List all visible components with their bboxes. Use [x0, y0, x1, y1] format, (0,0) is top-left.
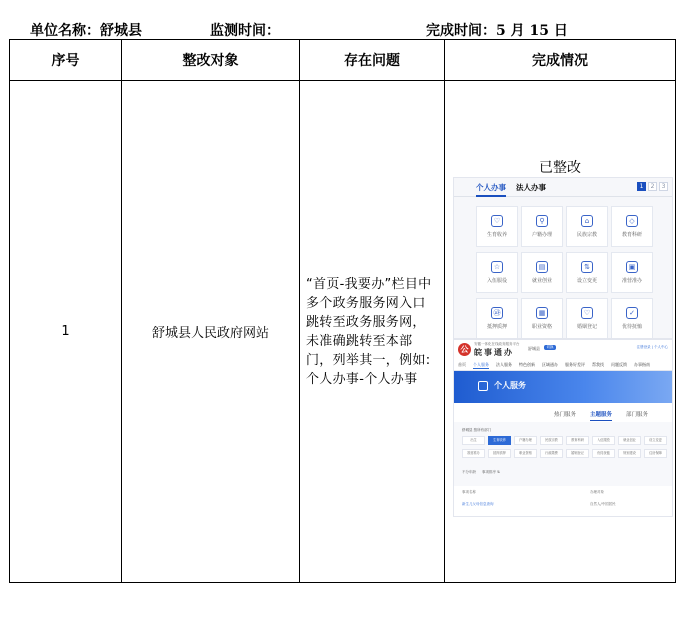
service-label: 民族宗教: [576, 232, 597, 238]
service-label: 抵押质押: [486, 324, 507, 330]
service-banner: [454, 371, 672, 403]
status-label: 已整改: [539, 160, 581, 176]
logo-icon: 公: [458, 343, 471, 356]
tab-legal: 法人办事: [516, 183, 546, 192]
theme-chips: [462, 436, 668, 458]
shot1-pager: [637, 182, 668, 191]
service-grid: [476, 206, 652, 339]
shot2-body: [454, 422, 672, 516]
col-header-status: 完成情况: [445, 40, 676, 81]
filter-line: 舒城县 按所有部门: [462, 428, 492, 432]
nav-item[interactable]: 办事指南: [634, 362, 650, 367]
theme-chip[interactable]: 住房保障: [644, 449, 667, 458]
service-label: 准营准办: [621, 278, 642, 284]
nav-item[interactable]: 问题反馈: [611, 362, 627, 367]
sort-option[interactable]: 不分年龄: [462, 470, 476, 474]
theme-chip[interactable]: 抵押质押: [488, 449, 511, 458]
result-item-name: 新生儿父母信息查询: [462, 502, 494, 506]
service-label: 入伍服役: [486, 278, 507, 284]
service-icon: ⚲: [536, 215, 548, 227]
col-header-target: 整改对象: [122, 40, 300, 81]
cell-index: 1: [10, 81, 122, 583]
banner-title: 个人服务: [494, 381, 526, 390]
theme-chip[interactable]: 行政缴费: [540, 449, 563, 458]
theme-chip[interactable]: 优待抚恤: [592, 449, 615, 458]
service-icon: ♡: [581, 307, 593, 319]
cell-target: 舒城县人民政府网站: [122, 81, 300, 583]
table-header-row: [10, 40, 676, 81]
service-icon: ▣: [626, 261, 638, 273]
tab-personal: 个人办事: [476, 182, 506, 197]
service-card[interactable]: [611, 252, 653, 293]
shot2-tabs: [454, 403, 672, 423]
service-label: 教育科研: [621, 232, 642, 238]
service-label: 职业资格: [531, 324, 552, 330]
result-header-name: 事项名称: [462, 490, 476, 494]
service-icon: ✓: [626, 307, 638, 319]
theme-chip[interactable]: 就业创业: [618, 436, 641, 445]
col-header-index: 序号: [10, 40, 122, 81]
page-1: 1: [637, 182, 646, 191]
tab-hot: 热门服务: [554, 412, 577, 418]
service-card[interactable]: [566, 206, 608, 247]
page-2: 2: [648, 182, 657, 191]
service-icon: ♡: [491, 215, 503, 227]
sort-option[interactable]: 事项排序 ⇅: [482, 470, 501, 474]
theme-chip[interactable]: 生育收养: [488, 436, 511, 445]
table-row: [10, 81, 676, 583]
nav-item[interactable]: 区域通办: [542, 362, 558, 367]
theme-chip[interactable]: 民族宗教: [540, 436, 563, 445]
service-icon: ☆: [491, 261, 503, 273]
service-card[interactable]: [566, 298, 608, 339]
service-label: 就业创业: [531, 278, 552, 284]
city-switch: 切换: [544, 345, 556, 350]
theme-chip[interactable]: 入伍服役: [592, 436, 615, 445]
report-header: [0, 20, 694, 40]
service-icon: ▦: [536, 307, 548, 319]
result-header-target: 办理对象: [590, 490, 604, 494]
service-card[interactable]: [521, 252, 563, 293]
service-label: 生育收养: [486, 232, 507, 238]
login-links: 注册登录 | 个人中心: [636, 345, 668, 349]
screenshot-personal-affairs: [453, 177, 673, 339]
finish-time: 完成时间：5 月 15 日: [426, 23, 568, 39]
brand-subtitle: 安徽一体化在线政务服务平台: [474, 342, 520, 346]
col-header-issue: 存在问题: [300, 40, 445, 81]
rectification-table: [9, 39, 676, 583]
service-card[interactable]: [611, 206, 653, 247]
tab-dept: 部门服务: [626, 412, 649, 418]
theme-chip[interactable]: 准营准办: [462, 449, 485, 458]
screenshot-personal-service-page: [453, 339, 673, 517]
theme-chip[interactable]: 职业资格: [514, 449, 537, 458]
theme-chip[interactable]: 教育科研: [566, 436, 589, 445]
nav-item[interactable]: 帮我找: [592, 362, 604, 367]
shot2-result-list: [454, 486, 672, 516]
tab-theme: 主题服务: [590, 410, 612, 421]
service-icon: ㉺: [491, 307, 503, 319]
service-icon: ⇅: [581, 261, 593, 273]
service-card[interactable]: [476, 206, 518, 247]
service-card[interactable]: [476, 252, 518, 293]
shot2-topbar: [454, 340, 672, 360]
cell-status: [445, 81, 676, 583]
cell-issue: “首页-我要办”栏目中多个政务服务网入口跳转至政务服务网，未准确跳转至本部门，列举其一，例如:个人办事-个人办事: [300, 81, 445, 583]
shot1-tabs: [454, 178, 672, 197]
shot2-nav: [454, 360, 672, 371]
service-label: 设立变更: [576, 278, 597, 284]
service-icon: ◇: [626, 215, 638, 227]
city-label: 舒城县: [528, 346, 540, 351]
nav-item[interactable]: 个人服务: [473, 361, 489, 367]
nav-item[interactable]: 首页: [458, 362, 466, 367]
service-card[interactable]: [566, 252, 608, 293]
service-card[interactable]: [476, 298, 518, 339]
service-card[interactable]: [521, 206, 563, 247]
nav-item[interactable]: 服务好差评: [565, 362, 585, 367]
unit-name: 单位名称：舒城县: [30, 23, 142, 39]
brand-title: 皖事通办: [474, 348, 514, 357]
service-icon: ▤: [536, 261, 548, 273]
result-item-target: 自然人/中国居民: [590, 502, 616, 506]
monitor-time: 监测时间：: [210, 23, 280, 39]
theme-chip[interactable]: 婚姻登记: [566, 449, 589, 458]
service-label: 优待抚恤: [621, 324, 642, 330]
person-icon: [478, 381, 488, 391]
theme-chip[interactable]: 出生: [462, 436, 485, 445]
page-3: 3: [659, 182, 668, 191]
nav-item[interactable]: 特色创新: [519, 362, 535, 367]
service-card[interactable]: [521, 298, 563, 339]
service-card[interactable]: [611, 298, 653, 339]
theme-chip[interactable]: 设立变更: [644, 436, 667, 445]
theme-chip[interactable]: 规划建设: [618, 449, 641, 458]
service-icon: ⌂: [581, 215, 593, 227]
nav-item[interactable]: 法人服务: [496, 362, 512, 367]
service-label: 婚姻登记: [576, 324, 597, 330]
theme-chip[interactable]: 户籍办理: [514, 436, 537, 445]
sort-options: [462, 470, 500, 475]
service-label: 户籍办理: [531, 232, 552, 238]
